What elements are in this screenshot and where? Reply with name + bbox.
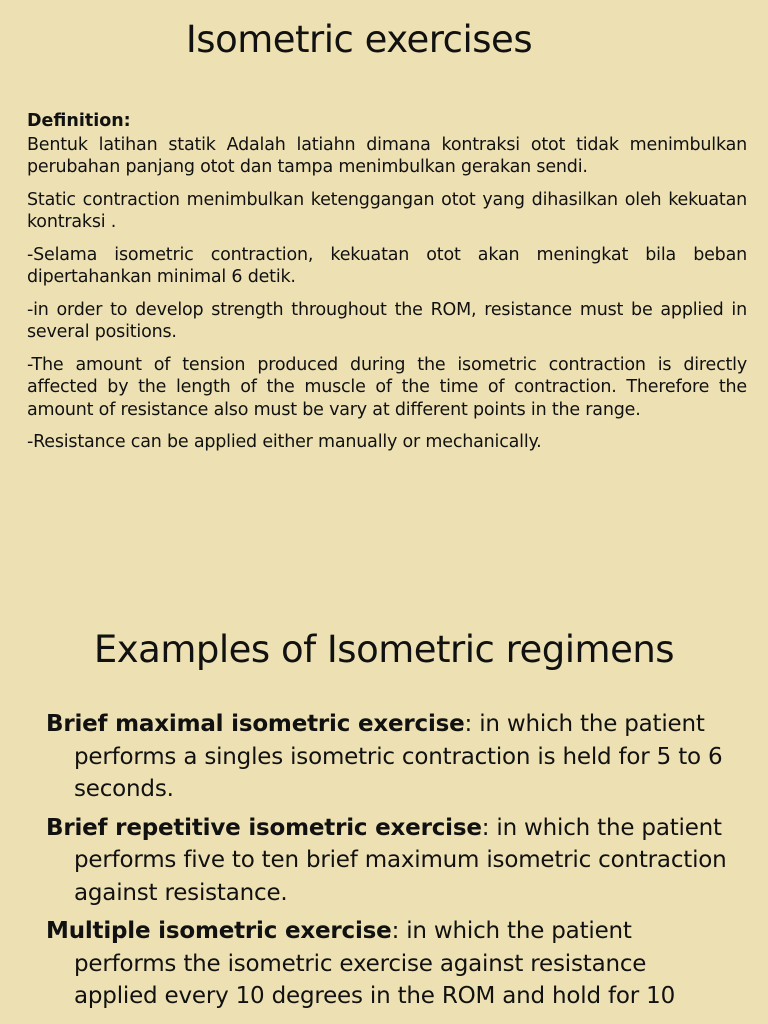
paragraph: -The amount of tension produced during the isometric contraction is directly affected by the length of the muscle of the time of contraction. Therefore the amount of resistance also must be vary at different points in the range. (27, 354, 747, 420)
regimen-text: : in which the patient performs five to ten brief maximum isometric contraction against resistance. (74, 814, 727, 906)
slide-body (27, 110, 747, 464)
regimen-text: : in which the patient performs a singles isometric contraction is held for 5 to 6 seconds. (74, 711, 723, 802)
slide-body (46, 708, 736, 1019)
slide-title: Examples of Isometric regimens (93, 628, 675, 671)
paragraph: -in order to develop strength throughout the ROM, resistance must be applied in several positions. (27, 299, 747, 342)
regimen-item (46, 708, 736, 806)
regimen-term: Brief repetitive isometric exercise (46, 814, 482, 841)
regimen-term: Multiple isometric exercise (46, 918, 392, 944)
regimen-item (46, 812, 736, 910)
paragraph: Static contraction menimbulkan ketenggangan otot yang dihasilkan oleh kekuatan kontraksi . (27, 189, 747, 232)
definition-label: Definition: (27, 111, 131, 131)
regimen-item (46, 915, 736, 1013)
regimen-term: Brief maximal isometric exercise (46, 711, 465, 737)
paragraph: -Selama isometric contraction, kekuatan otot akan meningkat bila beban dipertahankan minimal 6 detik. (27, 244, 747, 287)
regimen-text: : in which the patient performs the isometric exercise against resistance applied every 10 degrees in the ROM and hold for 10 (74, 918, 676, 1009)
paragraph: -Resistance can be applied either manually or mechanically. (27, 432, 542, 452)
slide-isometric-regimens (0, 610, 768, 1024)
paragraph: Bentuk latihan statik Adalah latiahn dimana kontraksi otot tidak menimbulkan perubahan panjang otot dan tampa menimbulkan gerakan sendi. (27, 134, 747, 177)
slide-title: Isometric exercises (185, 18, 533, 61)
